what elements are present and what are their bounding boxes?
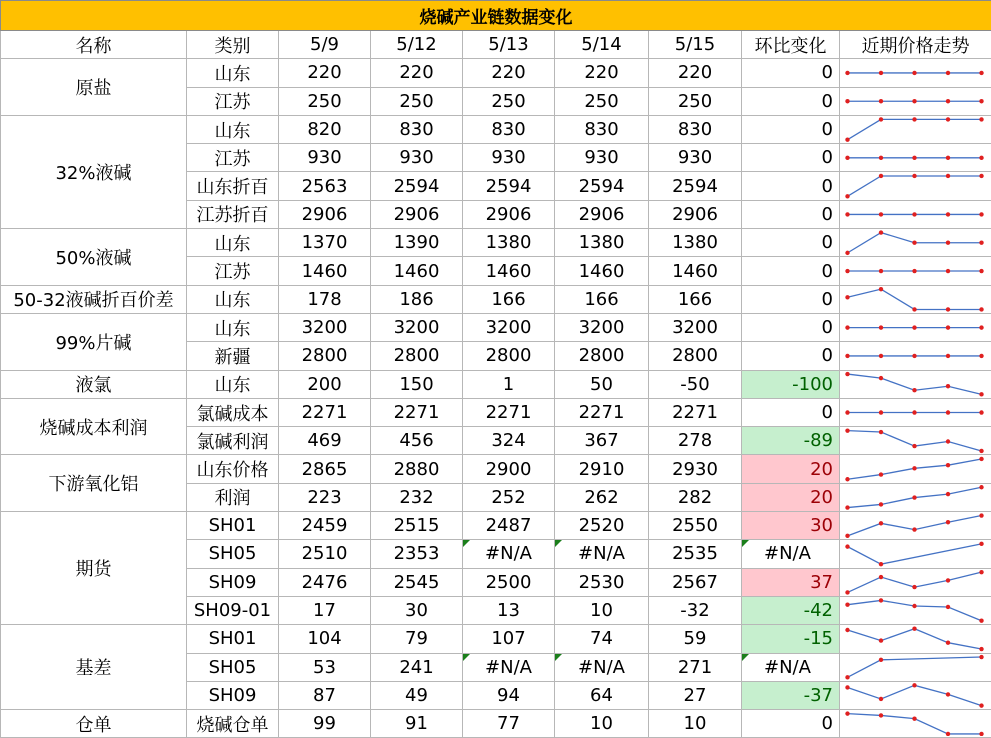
value-cell: 2800 <box>371 342 463 370</box>
value-cell: #N/A <box>463 540 555 568</box>
value-cell: 830 <box>371 115 463 143</box>
value-cell: 2594 <box>371 172 463 200</box>
value-cell: 186 <box>371 285 463 313</box>
value-cell: 91 <box>371 710 463 738</box>
category-cell: 利润 <box>187 483 279 511</box>
value-cell: 1460 <box>371 257 463 285</box>
value-cell: 220 <box>279 59 371 87</box>
change-cell: 0 <box>742 87 840 115</box>
value-cell: 166 <box>649 285 742 313</box>
value-cell: 1460 <box>555 257 649 285</box>
value-cell: 94 <box>463 681 555 709</box>
sparkline-cell <box>840 257 991 285</box>
value-cell: 2906 <box>463 200 555 228</box>
value-cell: 10 <box>649 710 742 738</box>
value-cell: 150 <box>371 370 463 398</box>
sparkline-cell <box>840 285 991 313</box>
table-title: 烧碱产业链数据变化 <box>1 1 991 31</box>
value-cell: 2800 <box>555 342 649 370</box>
value-cell: 79 <box>371 625 463 653</box>
value-cell: 3200 <box>279 313 371 341</box>
change-cell: 20 <box>742 455 840 483</box>
value-cell: 1380 <box>463 229 555 257</box>
table-row <box>1 710 991 738</box>
value-cell: 2459 <box>279 512 371 540</box>
value-cell: 930 <box>649 144 742 172</box>
change-cell: -89 <box>742 427 840 455</box>
group-name: 32%液碱 <box>1 115 187 228</box>
table-row <box>1 625 991 653</box>
value-cell: 3200 <box>371 313 463 341</box>
category-cell: SH09 <box>187 568 279 596</box>
value-cell: 1460 <box>279 257 371 285</box>
change-cell: 0 <box>742 342 840 370</box>
value-cell: 241 <box>371 653 463 681</box>
value-cell: 2271 <box>279 398 371 426</box>
value-cell: 1380 <box>555 229 649 257</box>
sparkline-cell <box>840 653 991 681</box>
value-cell: 2910 <box>555 455 649 483</box>
value-cell: 1390 <box>371 229 463 257</box>
value-cell: 2550 <box>649 512 742 540</box>
value-cell: 99 <box>279 710 371 738</box>
value-cell: 3200 <box>463 313 555 341</box>
value-cell: 820 <box>279 115 371 143</box>
value-cell: 2563 <box>279 172 371 200</box>
value-cell: 178 <box>279 285 371 313</box>
value-cell: 278 <box>649 427 742 455</box>
change-cell: 0 <box>742 398 840 426</box>
value-cell: 2510 <box>279 540 371 568</box>
value-cell: #N/A <box>555 540 649 568</box>
value-cell: 250 <box>649 87 742 115</box>
table-row <box>1 285 991 313</box>
category-cell: 山东 <box>187 115 279 143</box>
value-cell: 930 <box>371 144 463 172</box>
sparkline-cell <box>840 483 991 511</box>
change-cell: 20 <box>742 483 840 511</box>
value-cell: 87 <box>279 681 371 709</box>
value-cell: 53 <box>279 653 371 681</box>
value-cell: 223 <box>279 483 371 511</box>
value-cell: 262 <box>555 483 649 511</box>
value-cell: 10 <box>555 710 649 738</box>
table-row <box>1 229 991 257</box>
change-cell: 0 <box>742 285 840 313</box>
value-cell: 2353 <box>371 540 463 568</box>
value-cell: 2906 <box>279 200 371 228</box>
category-cell: SH01 <box>187 625 279 653</box>
value-cell: 367 <box>555 427 649 455</box>
table-row <box>1 115 991 143</box>
sparkline-cell <box>840 540 991 568</box>
group-name: 烧碱成本利润 <box>1 398 187 455</box>
column-header: 名称 <box>1 31 187 59</box>
category-cell: 山东 <box>187 313 279 341</box>
value-cell: 59 <box>649 625 742 653</box>
group-name: 期货 <box>1 512 187 625</box>
value-cell: 2545 <box>371 568 463 596</box>
column-header: 近期价格走势 <box>840 31 991 59</box>
table-row <box>1 59 991 87</box>
value-cell: 2271 <box>463 398 555 426</box>
change-cell: 0 <box>742 229 840 257</box>
value-cell: 2594 <box>463 172 555 200</box>
value-cell: #N/A <box>463 653 555 681</box>
column-header: 类别 <box>187 31 279 59</box>
change-cell: #N/A <box>742 540 840 568</box>
table-row <box>1 455 991 483</box>
value-cell: 930 <box>279 144 371 172</box>
value-cell: 49 <box>371 681 463 709</box>
value-cell: 252 <box>463 483 555 511</box>
value-cell: 1380 <box>649 229 742 257</box>
value-cell: 830 <box>463 115 555 143</box>
value-cell: 74 <box>555 625 649 653</box>
value-cell: 2800 <box>279 342 371 370</box>
change-cell: 0 <box>742 172 840 200</box>
value-cell: 250 <box>371 87 463 115</box>
value-cell: 107 <box>463 625 555 653</box>
category-cell: 新疆 <box>187 342 279 370</box>
change-cell: -42 <box>742 596 840 624</box>
value-cell: 220 <box>649 59 742 87</box>
category-cell: 烧碱仓单 <box>187 710 279 738</box>
value-cell: 2530 <box>555 568 649 596</box>
value-cell: 77 <box>463 710 555 738</box>
change-cell: 30 <box>742 512 840 540</box>
category-cell: 氯碱利润 <box>187 427 279 455</box>
value-cell: 2800 <box>463 342 555 370</box>
sparkline-cell <box>840 229 991 257</box>
value-cell: 250 <box>279 87 371 115</box>
value-cell: 64 <box>555 681 649 709</box>
column-header: 5/9 <box>279 31 371 59</box>
change-cell: -100 <box>742 370 840 398</box>
sparkline-cell <box>840 625 991 653</box>
change-cell: -15 <box>742 625 840 653</box>
column-header: 5/12 <box>371 31 463 59</box>
column-header: 5/13 <box>463 31 555 59</box>
column-header: 5/15 <box>649 31 742 59</box>
value-cell: 930 <box>463 144 555 172</box>
value-cell: 50 <box>555 370 649 398</box>
group-name: 99%片碱 <box>1 313 187 370</box>
group-name: 50%液碱 <box>1 229 187 286</box>
sparkline-cell <box>840 342 991 370</box>
change-cell: -37 <box>742 681 840 709</box>
value-cell: 3200 <box>649 313 742 341</box>
category-cell: SH09 <box>187 681 279 709</box>
sparkline-cell <box>840 59 991 87</box>
category-cell: 山东价格 <box>187 455 279 483</box>
value-cell: 271 <box>649 653 742 681</box>
sparkline-cell <box>840 681 991 709</box>
value-cell: 220 <box>463 59 555 87</box>
value-cell: 2594 <box>649 172 742 200</box>
value-cell: 2476 <box>279 568 371 596</box>
value-cell: 2594 <box>555 172 649 200</box>
value-cell: 2271 <box>555 398 649 426</box>
value-cell: 2865 <box>279 455 371 483</box>
change-cell: 0 <box>742 115 840 143</box>
group-name: 基差 <box>1 625 187 710</box>
value-cell: 10 <box>555 596 649 624</box>
category-cell: 江苏 <box>187 87 279 115</box>
category-cell: SH01 <box>187 512 279 540</box>
table-row <box>1 370 991 398</box>
category-cell: 山东 <box>187 370 279 398</box>
value-cell: 1460 <box>649 257 742 285</box>
value-cell: 13 <box>463 596 555 624</box>
sparkline-cell <box>840 200 991 228</box>
value-cell: 2271 <box>649 398 742 426</box>
sparkline-cell <box>840 596 991 624</box>
value-cell: 166 <box>555 285 649 313</box>
change-cell: 0 <box>742 710 840 738</box>
sparkline-cell <box>840 172 991 200</box>
value-cell: 469 <box>279 427 371 455</box>
change-cell: 0 <box>742 144 840 172</box>
category-cell: 山东 <box>187 229 279 257</box>
change-cell: 0 <box>742 59 840 87</box>
value-cell: 930 <box>555 144 649 172</box>
value-cell: #N/A <box>555 653 649 681</box>
change-cell: 37 <box>742 568 840 596</box>
change-cell: #N/A <box>742 653 840 681</box>
category-cell: SH05 <box>187 653 279 681</box>
group-name: 液氯 <box>1 370 187 398</box>
value-cell: 104 <box>279 625 371 653</box>
sparkline-cell <box>840 455 991 483</box>
value-cell: 830 <box>555 115 649 143</box>
value-cell: 220 <box>555 59 649 87</box>
category-cell: 山东折百 <box>187 172 279 200</box>
table-row <box>1 398 991 426</box>
value-cell: 27 <box>649 681 742 709</box>
category-cell: SH05 <box>187 540 279 568</box>
group-name: 原盐 <box>1 59 187 116</box>
value-cell: 200 <box>279 370 371 398</box>
sparkline-cell <box>840 512 991 540</box>
sparkline-cell <box>840 398 991 426</box>
table-row <box>1 313 991 341</box>
value-cell: 17 <box>279 596 371 624</box>
value-cell: 1460 <box>463 257 555 285</box>
group-name: 50-32液碱折百价差 <box>1 285 187 313</box>
value-cell: 250 <box>463 87 555 115</box>
value-cell: 282 <box>649 483 742 511</box>
value-cell: 2906 <box>649 200 742 228</box>
change-cell: 0 <box>742 257 840 285</box>
value-cell: 3200 <box>555 313 649 341</box>
sparkline-cell <box>840 568 991 596</box>
value-cell: 2880 <box>371 455 463 483</box>
value-cell: -32 <box>649 596 742 624</box>
column-header: 环比变化 <box>742 31 840 59</box>
value-cell: 220 <box>371 59 463 87</box>
value-cell: 2800 <box>649 342 742 370</box>
category-cell: 江苏折百 <box>187 200 279 228</box>
change-cell: 0 <box>742 200 840 228</box>
sparkline-cell <box>840 710 991 738</box>
category-cell: 江苏 <box>187 144 279 172</box>
value-cell: 2567 <box>649 568 742 596</box>
value-cell: 2520 <box>555 512 649 540</box>
value-cell: 2271 <box>371 398 463 426</box>
value-cell: 324 <box>463 427 555 455</box>
value-cell: 830 <box>649 115 742 143</box>
sparkline-cell <box>840 87 991 115</box>
value-cell: 250 <box>555 87 649 115</box>
value-cell: 166 <box>463 285 555 313</box>
value-cell: 30 <box>371 596 463 624</box>
value-cell: 1 <box>463 370 555 398</box>
value-cell: 2500 <box>463 568 555 596</box>
value-cell: 2906 <box>371 200 463 228</box>
sparkline-cell <box>840 313 991 341</box>
sparkline-cell <box>840 144 991 172</box>
value-cell: 456 <box>371 427 463 455</box>
category-cell: 氯碱成本 <box>187 398 279 426</box>
sparkline-cell <box>840 115 991 143</box>
change-cell: 0 <box>742 313 840 341</box>
sparkline-cell <box>840 427 991 455</box>
value-cell: 232 <box>371 483 463 511</box>
category-cell: 江苏 <box>187 257 279 285</box>
value-cell: 2515 <box>371 512 463 540</box>
column-header: 5/14 <box>555 31 649 59</box>
value-cell: 2487 <box>463 512 555 540</box>
value-cell: 2930 <box>649 455 742 483</box>
category-cell: 山东 <box>187 285 279 313</box>
group-name: 下游氧化铝 <box>1 455 187 512</box>
value-cell: 2900 <box>463 455 555 483</box>
category-cell: 山东 <box>187 59 279 87</box>
value-cell: -50 <box>649 370 742 398</box>
value-cell: 1370 <box>279 229 371 257</box>
value-cell: 2535 <box>649 540 742 568</box>
category-cell: SH09-01 <box>187 596 279 624</box>
sparkline-cell <box>840 370 991 398</box>
table-row <box>1 512 991 540</box>
value-cell: 2906 <box>555 200 649 228</box>
group-name: 仓单 <box>1 710 187 738</box>
